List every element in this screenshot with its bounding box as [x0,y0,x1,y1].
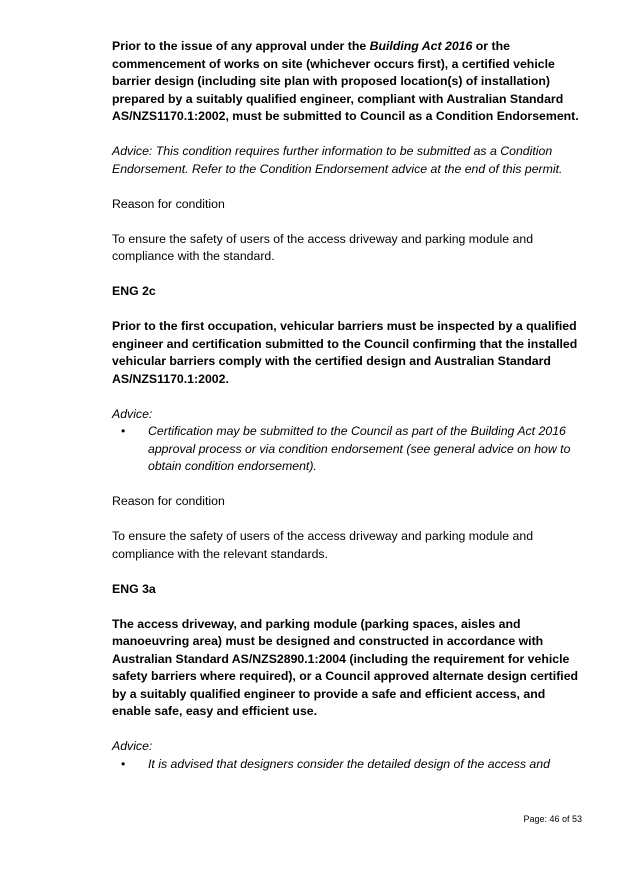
condition-endorsement-paragraph [112,38,582,126]
eng-3a-condition: The access driveway, and parking module (parking spaces, aisles and manoeuvring area) must be designed and constructed in accordance with Australian Standard AS/NZS2890.1:2004 (including the requirement for vehicle safety barriers where required), or a Council approved alternate design certified by a suitably qualified engineer to provide a safe and efficient access, and enable safe, easy and efficient use. [112,616,579,718]
advice-label: Advice: [112,739,153,753]
bullet-icon: • [121,756,126,771]
reason-text: To ensure the safety of users of the access driveway and parking module and compliance with the relevant standards. [112,529,534,561]
reason-heading: Reason for condition [112,494,225,508]
advice-bullet [112,423,582,476]
section-heading-eng-2c: ENG 2c [112,284,156,298]
bullet-icon: • [121,424,126,438]
act-name: Building Act 2016 [369,39,473,53]
paragraph-text: Prior to the issue of any approval under the [112,39,370,53]
page-body [112,38,582,773]
reason-text: To ensure the safety of users of the access driveway and parking module and compliance with the standard. [112,231,534,263]
reason-heading: Reason for condition [112,196,225,211]
section-heading-eng-3a: ENG 3a [112,581,156,596]
advice-paragraph: Advice: This condition requires further information to be submitted as a Condition Endorsement. Refer to the Condition Endorsement advice at the end of this permit. [112,144,563,176]
advice-label: Advice: [112,406,153,421]
page-number: Page: 46 of 53 [523,814,582,824]
advice-bullet [112,756,582,774]
bullet-text: It is advised that designers consider the detailed design of the access and [148,756,550,771]
paragraph-text: or the commencement of works on site (whichever occurs first), a certified vehicle barrier design (including site plan with proposed location(s) of installation) prepared by a suitably qualified engineer, compliant with Australian Standard AS/NZS1170.1:2002, must be submitted to Council as a Condition Endorsement. [112,39,579,123]
eng-2c-condition: Prior to the first occupation, vehicular barriers must be inspected by a qualified engineer and certification submitted to the Council confirming that the installed vehicular barriers comply with the certified design and Australian Standard AS/NZS1170.1:2002. [112,319,578,386]
bullet-text: Certification may be submitted to the Council as part of the Building Act 2016 approval process or via condition endorsement (see general advice on how to obtain condition endorsement). [148,424,571,473]
